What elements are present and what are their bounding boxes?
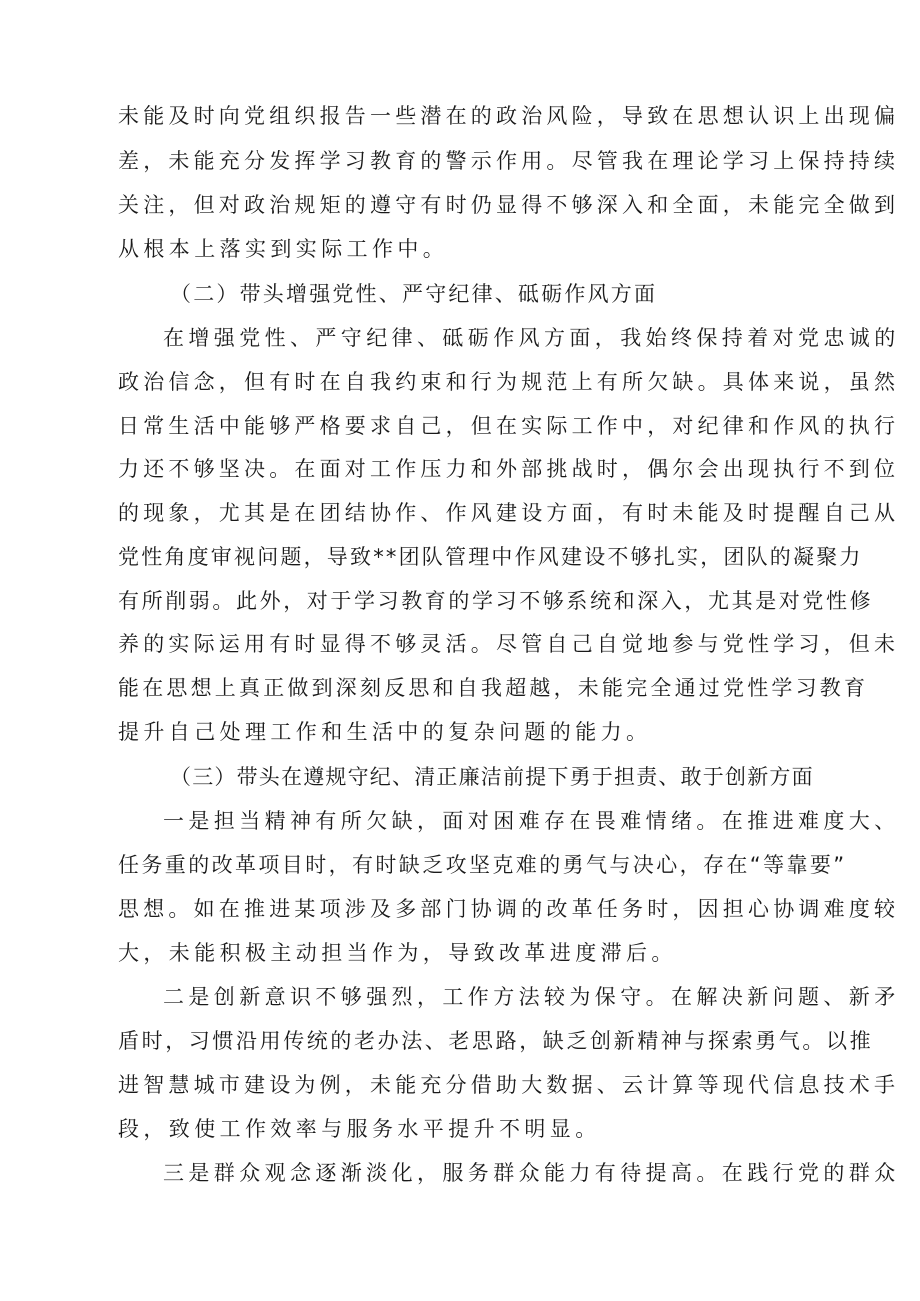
text-line: 关注，但对政治规矩的遵守有时仍显得不够深入和全面，未能完全做到: [118, 193, 900, 217]
text-line: 政治信念，但有时在自我约束和行为规范上有所欠缺。具体来说，虽然: [118, 370, 900, 394]
paragraph-first-line: 一是担当精神有所欠缺，面对困难存在畏难情绪。在推进难度大、: [163, 809, 900, 833]
text-line: 从根本上落实到实际工作中。: [118, 237, 449, 261]
paragraph-first-line: 三是群众观念逐渐淡化，服务群众能力有待提高。在践行党的群众: [163, 1161, 900, 1185]
text-line: 力还不够坚决。在面对工作压力和外部挑战时，偶尔会出现执行不到位: [118, 457, 900, 481]
section-heading-3: （三）带头在遵规守纪、清正廉洁前提下勇于担责、敢于创新方面: [170, 765, 814, 789]
paragraph-first-line: 在增强党性、严守纪律、砥砺作风方面，我始终保持着对党忠诚的: [163, 326, 900, 350]
text-line: 思想。如在推进某项涉及多部门协调的改革任务时，因担心协调难度较: [118, 897, 900, 921]
text-line: 党性角度审视问题，导致**团队管理中作风建设不够扎实，团队的凝聚力: [118, 545, 863, 569]
text-line: 能在思想上真正做到深刻反思和自我超越，未能完全通过党性学习教育: [118, 676, 869, 700]
text-line: 日常生活中能够严格要求自己，但在实际工作中，对纪律和作风的执行: [118, 414, 900, 438]
text-line: 盾时，习惯沿用传统的老办法、老思路，缺乏创新精神与探索勇气。以推: [118, 1029, 874, 1053]
text-line: 有所削弱。此外，对于学习教育的学习不够系统和深入，尤其是对党性修: [118, 589, 874, 613]
text-line: 未能及时向党组织报告一些潜在的政治风险，导致在思想认识上出现偏: [118, 104, 900, 128]
text-line: 养的实际运用有时显得不够灵活。尽管自己自觉地参与党性学习，但未: [118, 632, 900, 656]
text-line: 大，未能积极主动担当作为，导致改革进度滞后。: [118, 941, 677, 965]
section-heading-2: （二）带头增强党性、严守纪律、砥砺作风方面: [170, 282, 658, 306]
text-line: 段，致使工作效率与服务水平提升不明显。: [118, 1117, 601, 1141]
paragraph-first-line: 二是创新意识不够强烈，工作方法较为保守。在解决新问题、新矛: [163, 985, 900, 1009]
text-line: 的现象，尤其是在团结协作、作风建设方面，有时未能及时提醒自己从: [118, 501, 900, 525]
text-line: 差，未能充分发挥学习教育的警示作用。尽管我在理论学习上保持持续: [118, 149, 900, 173]
text-line: 进智慧城市建设为例，未能充分借助大数据、云计算等现代信息技术手: [118, 1073, 900, 1097]
text-line: 提升自己处理工作和生活中的复杂问题的能力。: [118, 720, 652, 744]
text-line: 任务重的改革项目时，有时缺乏攻坚克难的勇气与决心，存在“等靠要”: [118, 853, 847, 877]
